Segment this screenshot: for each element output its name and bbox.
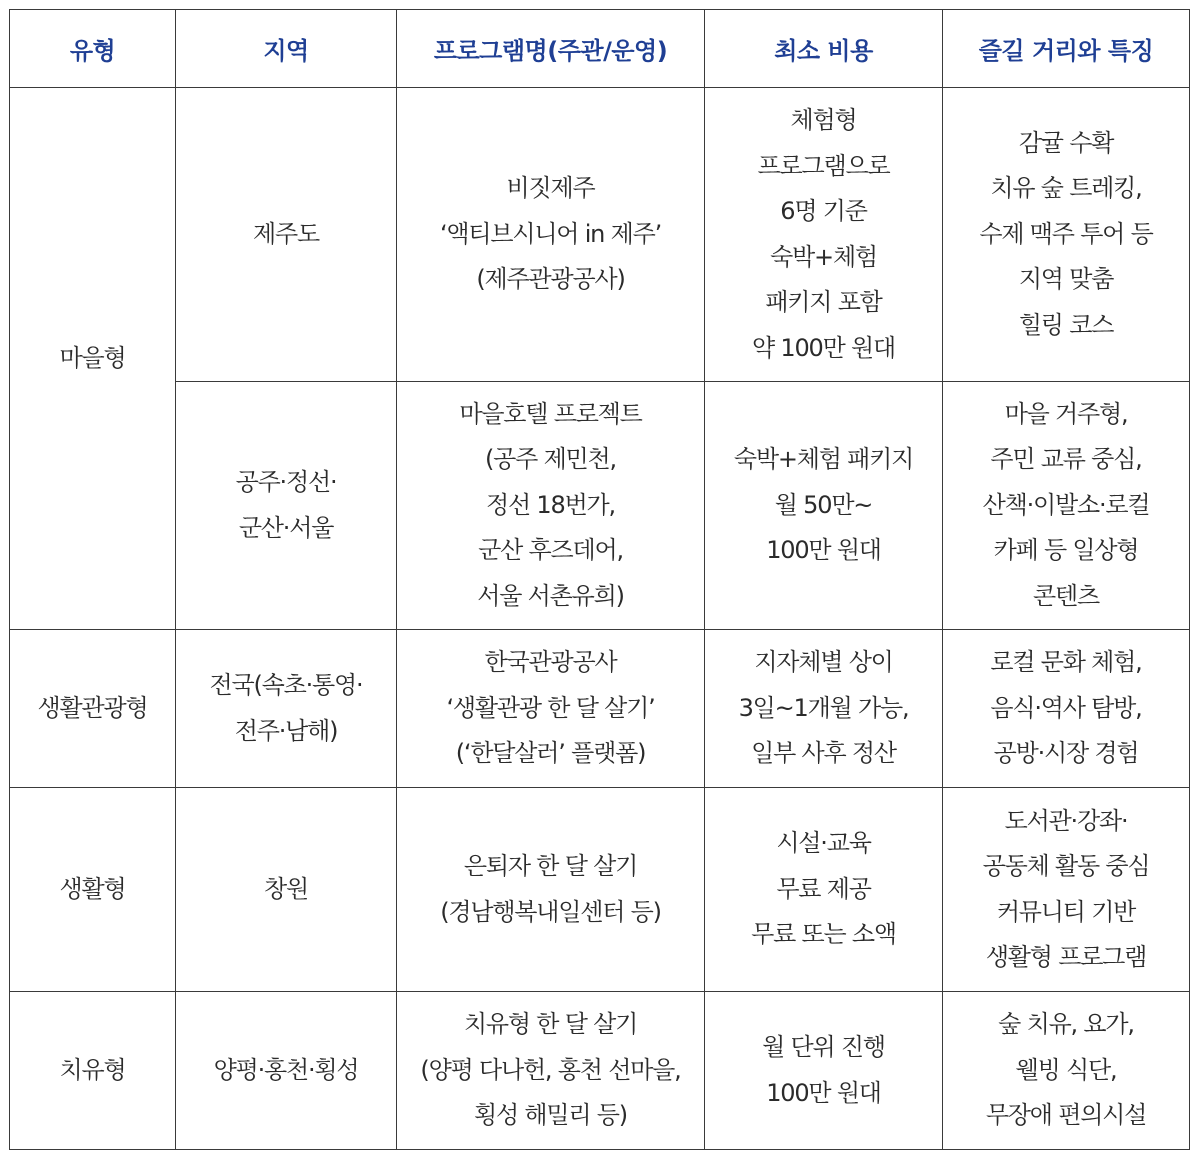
program-table xyxy=(9,9,1190,1150)
program-cell-line: 정선 18번가, xyxy=(486,490,615,519)
program-cell xyxy=(397,630,705,788)
features-cell-line: 도서관·강좌· xyxy=(1004,806,1128,835)
features-cell xyxy=(943,992,1190,1150)
cost-cell-line: 무료 제공 xyxy=(776,874,871,903)
program-cell xyxy=(397,788,705,992)
region-cell-line: 제주도 xyxy=(253,219,319,248)
cost-cell xyxy=(705,88,943,382)
cost-cell-line: 일부 사후 정산 xyxy=(751,739,896,768)
cost-cell-line: 약 100만 원대 xyxy=(751,333,895,362)
features-cell-line: 로컬 문화 체험, xyxy=(990,648,1142,677)
cost-cell xyxy=(705,382,943,630)
features-cell-line: 공방·시장 경험 xyxy=(993,739,1139,768)
header-type: 유형 xyxy=(10,10,176,88)
features-cell-line: 산책·이발소·로컬 xyxy=(982,490,1150,519)
program-cell-line: (제주관광공사) xyxy=(476,265,625,294)
table-row xyxy=(10,630,1190,788)
table-wrapper xyxy=(9,9,1190,1150)
header-features: 즐길 거리와 특징 xyxy=(943,10,1190,88)
program-cell-line: 횡성 해밀리 등) xyxy=(474,1101,627,1130)
features-cell-line: 주민 교류 중심, xyxy=(990,445,1142,474)
region-cell-line: 공주·정선· xyxy=(235,468,337,496)
cost-cell-line: 시설·교육 xyxy=(776,829,871,858)
features-cell xyxy=(943,88,1190,382)
features-cell-line: 힐링 코스 xyxy=(1018,310,1114,339)
header-region: 지역 xyxy=(176,10,397,88)
header-cost: 최소 비용 xyxy=(705,10,943,88)
cost-cell xyxy=(705,788,943,992)
cost-cell-line: 지자체별 상이 xyxy=(754,648,893,677)
table-row xyxy=(10,788,1190,992)
cost-cell-line: 100만 원대 xyxy=(766,536,881,565)
program-cell-line: (공주 제민천, xyxy=(485,445,616,474)
features-cell xyxy=(943,382,1190,630)
cost-cell-line: 월 50만~ xyxy=(774,490,873,519)
region-cell-line: 전국(속초·통영· xyxy=(209,671,363,699)
program-cell-line: 군산 후즈데어, xyxy=(478,536,623,565)
cost-cell-line: 숙박+체험 패키지 xyxy=(733,445,914,474)
cost-cell-line: 6명 기준 xyxy=(780,197,867,225)
program-cell xyxy=(397,88,705,382)
features-cell-line: 무장애 편의시설 xyxy=(985,1101,1147,1130)
cost-cell-line: 100만 원대 xyxy=(766,1078,881,1107)
cost-cell-line: 프로그램으로 xyxy=(757,151,890,180)
features-cell-line: 지역 맞춤 xyxy=(1018,265,1114,294)
region-cell-line: 창원 xyxy=(264,874,308,903)
cost-cell-line: 월 단위 진행 xyxy=(762,1033,885,1061)
cost-cell-line: 패키지 포함 xyxy=(765,288,882,316)
features-cell-line: 숲 치유, 요가, xyxy=(998,1010,1134,1039)
region-cell xyxy=(176,992,397,1150)
features-cell-line: 감귤 수확 xyxy=(1018,128,1114,157)
table-row xyxy=(10,88,1190,382)
features-cell-line: 마을 거주형, xyxy=(1004,399,1128,428)
cost-cell-line: 숙박+체험 xyxy=(770,242,877,271)
program-cell-line: 비짓제주 xyxy=(506,174,595,203)
region-cell xyxy=(176,630,397,788)
region-cell xyxy=(176,88,397,382)
program-cell-line: 치유형 한 달 살기 xyxy=(463,1010,638,1039)
features-cell-line: 수제 맥주 투어 등 xyxy=(979,219,1153,248)
features-cell-line: 웰빙 식단, xyxy=(1015,1055,1117,1084)
program-cell-line: ‘생활관광 한 달 살기’ xyxy=(446,693,655,722)
program-cell-line: 마을호텔 프로젝트 xyxy=(459,399,642,428)
header-row xyxy=(10,10,1190,88)
region-cell-line: 군산·서울 xyxy=(238,513,334,542)
cost-cell xyxy=(705,630,943,788)
features-cell-line: 카페 등 일상형 xyxy=(993,536,1139,565)
program-cell xyxy=(397,382,705,630)
features-cell xyxy=(943,788,1190,992)
type-cell: 생활관광형 xyxy=(10,630,176,788)
features-cell-line: 공동체 활동 중심 xyxy=(982,852,1150,880)
cost-cell-line: 무료 또는 소액 xyxy=(751,920,896,949)
features-cell-line: 치유 숲 트레킹, xyxy=(990,174,1142,203)
features-cell xyxy=(943,630,1190,788)
header-program: 프로그램명(주관/운영) xyxy=(397,10,705,88)
program-cell-line: (양평 다나헌, 홍천 선마을, xyxy=(420,1055,681,1084)
program-cell-line: 은퇴자 한 달 살기 xyxy=(463,852,638,880)
region-cell-line: 전주·남해) xyxy=(234,716,338,745)
cost-cell-line: 3일~1개월 가능, xyxy=(738,693,909,722)
program-cell-line: 서울 서촌유희) xyxy=(477,581,624,610)
features-cell-line: 커뮤니티 기반 xyxy=(996,897,1136,926)
table-row xyxy=(10,992,1190,1150)
region-cell xyxy=(176,788,397,992)
program-cell xyxy=(397,992,705,1150)
features-cell-line: 음식·역사 탐방, xyxy=(990,693,1142,722)
type-cell: 생활형 xyxy=(10,788,176,992)
region-cell xyxy=(176,382,397,630)
program-cell-line: (경남행복내일센터 등) xyxy=(440,897,661,926)
features-cell-line: 생활형 프로그램 xyxy=(985,943,1147,971)
region-cell-line: 양평·홍천·횡성 xyxy=(213,1055,359,1084)
program-cell-line: ‘액티브시니어 in 제주’ xyxy=(439,219,662,248)
type-cell: 치유형 xyxy=(10,992,176,1150)
cost-cell xyxy=(705,992,943,1150)
cost-cell-line: 체험형 xyxy=(790,106,857,134)
table-body xyxy=(10,88,1190,1150)
type-cell: 마을형 xyxy=(10,88,176,630)
program-cell-line: (‘한달살러’ 플랫폼) xyxy=(455,739,646,768)
table-row xyxy=(10,382,1190,630)
features-cell-line: 콘텐츠 xyxy=(1033,581,1099,610)
program-cell-line: 한국관광공사 xyxy=(484,648,617,677)
